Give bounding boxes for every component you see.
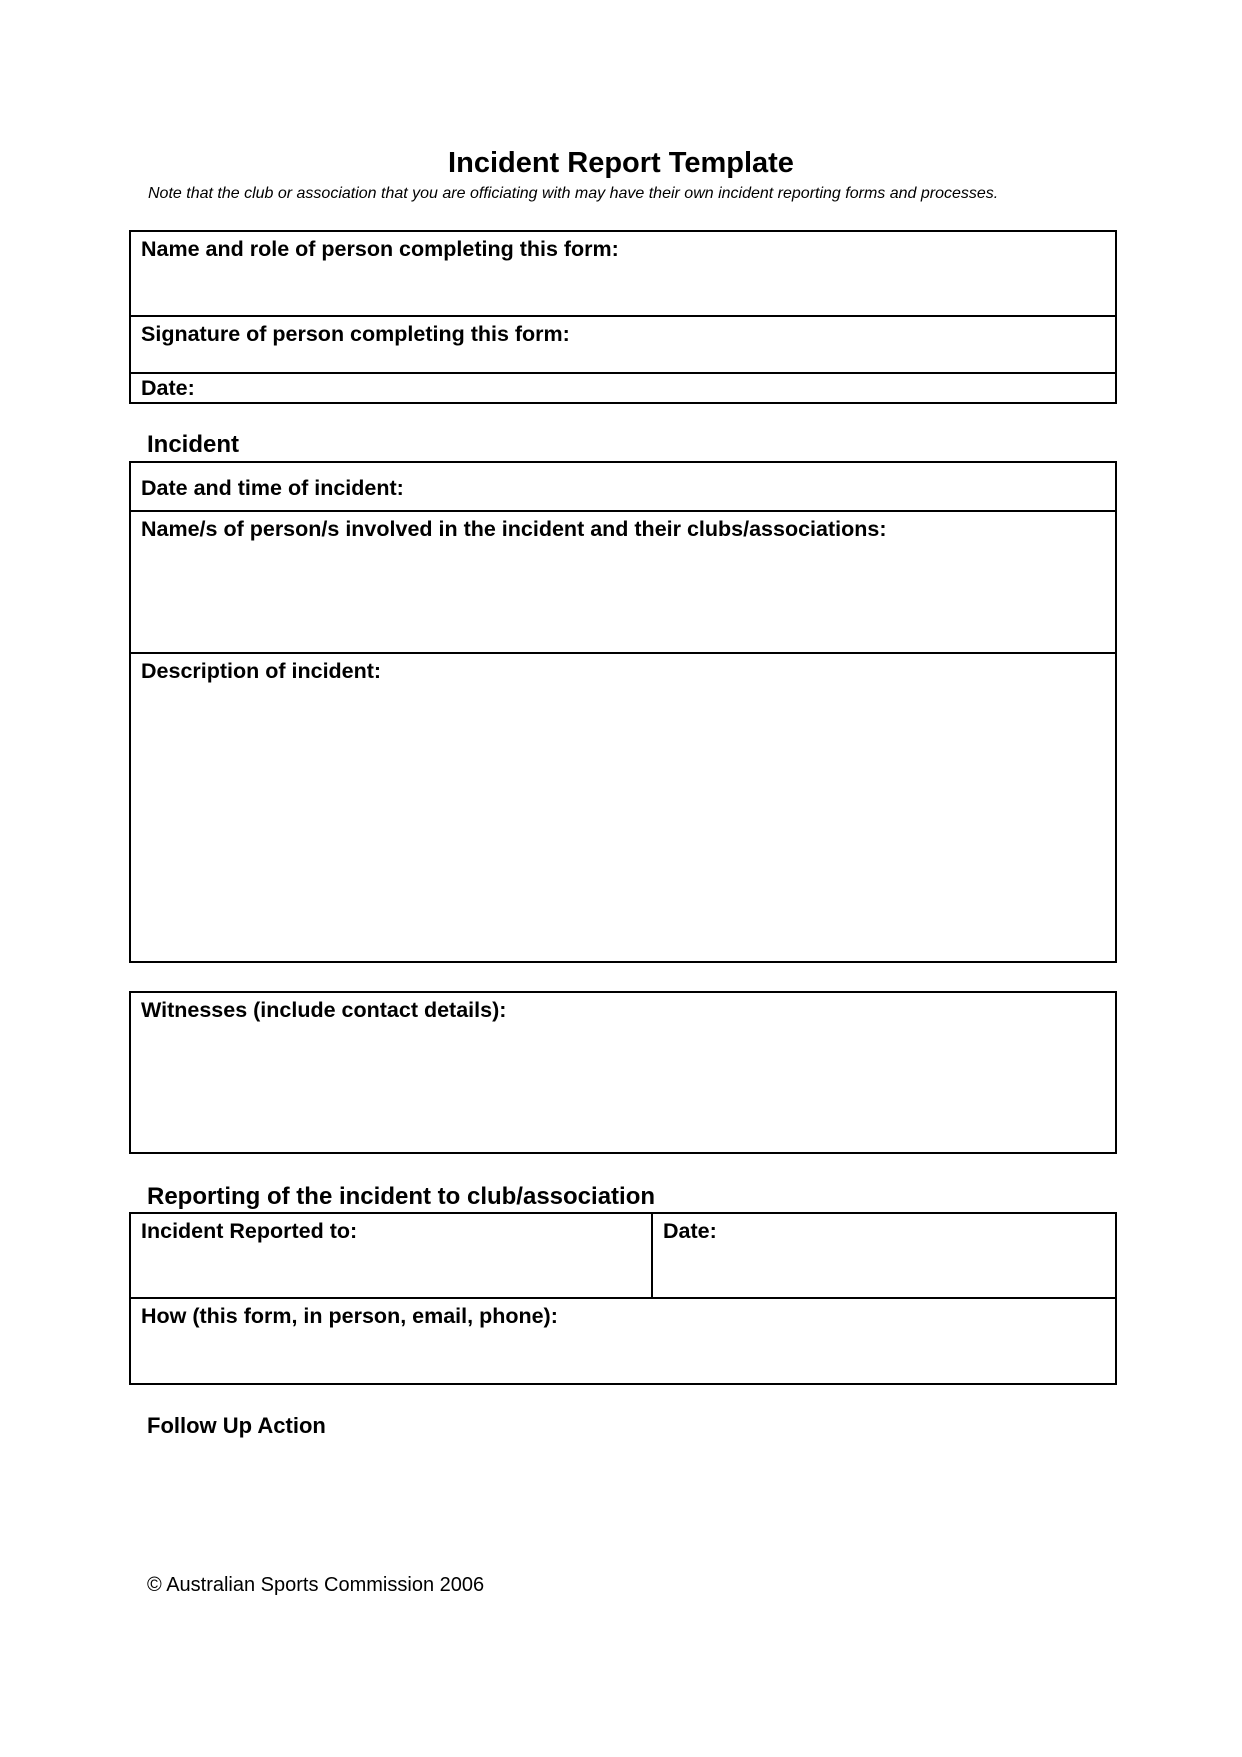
how-reported-field[interactable]: [129, 1299, 1117, 1385]
copyright-text: © Australian Sports Commission 2006: [147, 1574, 485, 1596]
signature-field[interactable]: [129, 317, 1117, 374]
reported-to-label: Incident Reported to:: [141, 1219, 358, 1243]
completion-date-label: Date:: [141, 376, 195, 400]
reporting-date-label: Date:: [663, 1219, 717, 1243]
completion-date-field[interactable]: [129, 374, 1117, 404]
persons-involved-label: Name/s of person/s involved in the incident and their clubs/associations:: [141, 517, 887, 541]
reporting-heading: Reporting of the incident to club/association: [147, 1183, 656, 1210]
incident-date-time-label: Date and time of incident:: [141, 476, 404, 500]
form-note: Note that the club or association that you are officiating with may have their own incident reporting forms and processes.: [148, 185, 999, 202]
persons-involved-field[interactable]: [129, 512, 1117, 654]
incident-heading: Incident: [147, 431, 240, 458]
name-role-label: Name and role of person completing this form:: [141, 237, 619, 261]
follow-up-heading: Follow Up Action: [147, 1413, 326, 1438]
witnesses-field[interactable]: [129, 991, 1117, 1154]
description-label: Description of incident:: [141, 659, 382, 683]
how-reported-label: How (this form, in person, email, phone):: [141, 1304, 558, 1328]
reporting-date-field[interactable]: [651, 1212, 1117, 1299]
incident-date-time-field[interactable]: [129, 461, 1117, 512]
witnesses-label: Witnesses (include contact details):: [141, 998, 507, 1022]
reported-to-field[interactable]: [129, 1212, 653, 1299]
name-role-field[interactable]: [129, 230, 1117, 317]
page-title: Incident Report Template: [448, 147, 794, 179]
signature-label: Signature of person completing this form:: [141, 322, 570, 346]
description-field[interactable]: [129, 654, 1117, 963]
